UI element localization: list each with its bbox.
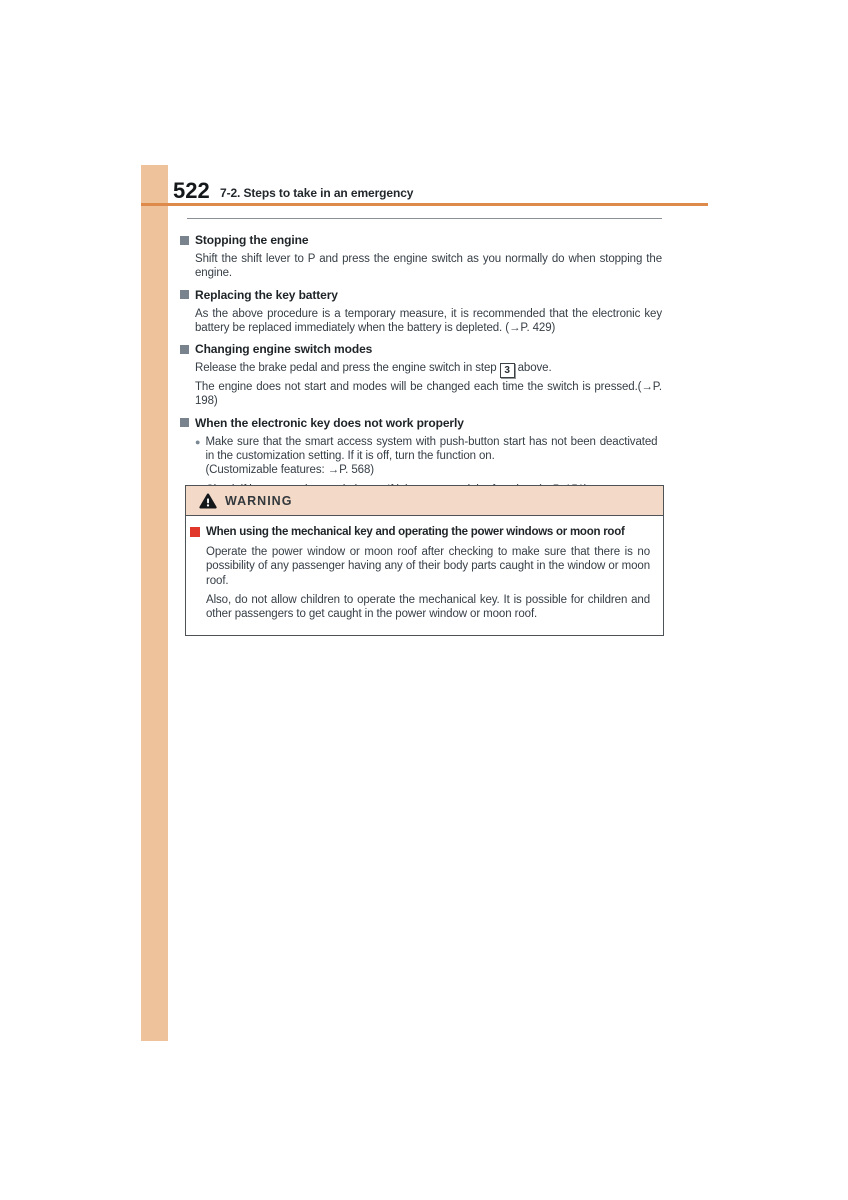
step-line-text: above. bbox=[517, 362, 552, 375]
list-item-main: Make sure that the smart access system with push-button start has not been deactivated in the customization setting. If it is off, turn the function on. bbox=[205, 435, 658, 463]
warning-paragraph: Also, do not allow children to operate the mechanical key. It is possible for children and other passengers to get caught in the power window or moon roof. bbox=[206, 593, 650, 621]
warning-heading-label: When using the mechanical key and operating the power windows or moon roof bbox=[206, 526, 625, 538]
page-number: 522 bbox=[173, 178, 210, 203]
square-bullet-icon bbox=[180, 345, 189, 354]
warning-box bbox=[185, 485, 664, 636]
section-paragraph: As the above procedure is a temporary measure, it is recommended that the electronic key battery be replaced immediately when the battery is depleted. (→P. 429) bbox=[195, 307, 662, 334]
square-bullet-icon bbox=[180, 418, 189, 427]
list-item bbox=[195, 435, 662, 478]
warning-content bbox=[186, 516, 663, 635]
content-divider-rule bbox=[187, 218, 662, 219]
section-heading-label: Stopping the engine bbox=[195, 233, 309, 247]
square-bullet-icon bbox=[180, 236, 189, 245]
step-3-badge: 3 bbox=[500, 363, 515, 378]
circle-bullet-icon: ● bbox=[195, 436, 201, 447]
warning-heading bbox=[190, 525, 650, 539]
page-edge-strip bbox=[141, 165, 168, 1041]
section-heading-changing-modes bbox=[180, 342, 662, 356]
list-item-note: (Customizable features: →P. 568) bbox=[205, 464, 374, 477]
warning-icon bbox=[199, 493, 217, 509]
warning-label: WARNING bbox=[225, 493, 293, 508]
step-line bbox=[195, 361, 662, 378]
section-heading-replacing-battery bbox=[180, 288, 662, 302]
section-heading-label: When the electronic key does not work properly bbox=[195, 415, 464, 430]
section-heading-stopping-engine bbox=[180, 233, 662, 247]
step-line-text: Release the brake pedal and press the engine switch in step bbox=[195, 362, 497, 375]
section-heading-label: Changing engine switch modes bbox=[195, 342, 373, 357]
chapter-header: 7-2. Steps to take in an emergency bbox=[220, 186, 414, 200]
red-square-bullet-icon bbox=[190, 527, 200, 537]
section-heading-key-not-working bbox=[180, 416, 662, 430]
warning-paragraph: Operate the power window or moon roof after checking to make sure that there is no possibility of any passenger having any of their body parts caught in the window or moon roof. bbox=[206, 546, 650, 587]
list-item-text bbox=[205, 435, 657, 478]
section-paragraph: Shift the shift lever to P and press the engine switch as you normally do when stopping the engine. bbox=[195, 253, 662, 280]
warning-header-band bbox=[186, 486, 663, 516]
section-heading-label: Replacing the key battery bbox=[195, 287, 338, 302]
square-bullet-icon bbox=[180, 290, 189, 299]
content-column bbox=[180, 226, 662, 502]
header-orange-rule bbox=[141, 203, 708, 206]
section-paragraph: The engine does not start and modes will be changed each time the switch is pressed.(→P. 198) bbox=[195, 381, 662, 408]
